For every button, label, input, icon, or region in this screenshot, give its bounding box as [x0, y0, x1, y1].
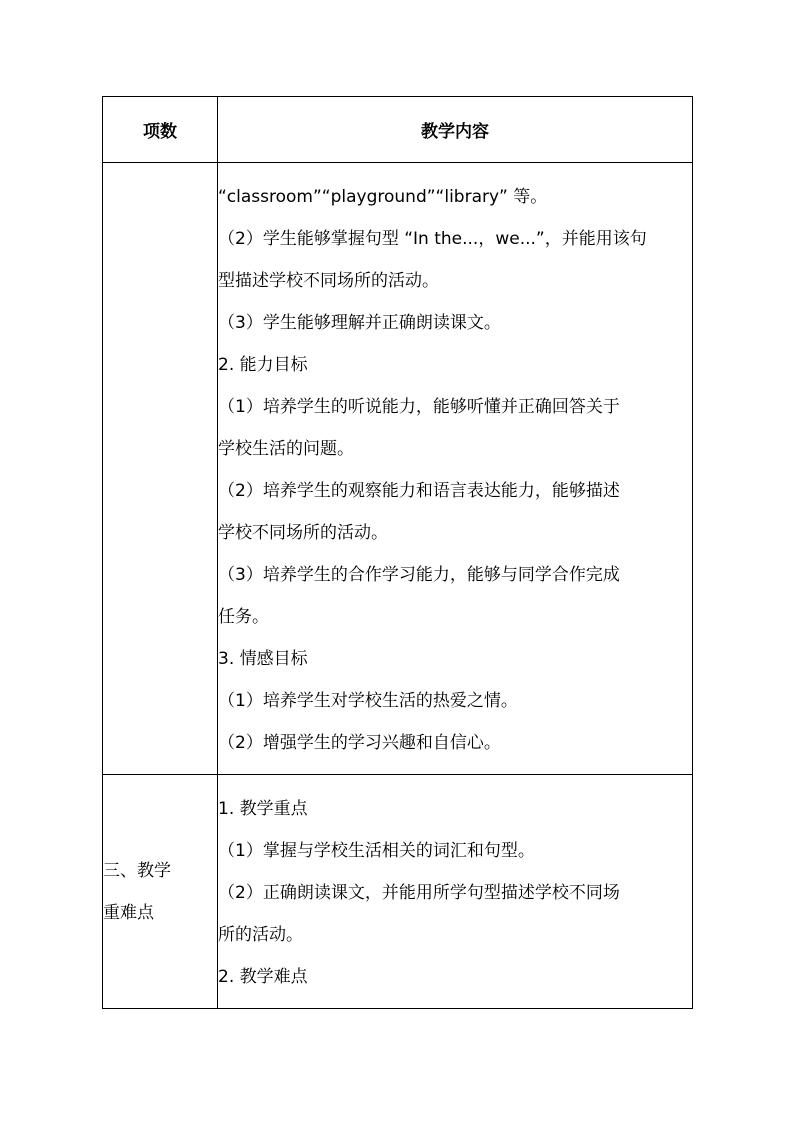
content-line: “classroom”“playground”“library” 等。: [218, 187, 548, 207]
content-line: （1）掌握与学校生活相关的词汇和句型。: [218, 841, 535, 861]
section-heading: 1. 教学重点: [218, 799, 308, 819]
key-difficult-points-cell: [218, 775, 693, 1009]
content-line: （3）培养学生的合作学习能力，能够与同学合作完成: [218, 565, 620, 585]
row-label: [103, 775, 218, 1009]
lesson-plan-table: [102, 96, 693, 1009]
content-line: （2）正确朗读课文，并能用所学句型描述学校不同场: [218, 883, 620, 903]
row-label-line: 重难点: [103, 902, 154, 923]
row-label-line: 三、教学: [103, 860, 171, 881]
content-line: 学校不同场所的活动。: [218, 523, 388, 543]
content-line: 任务。: [218, 607, 269, 627]
header-teaching-content: 教学内容: [218, 97, 693, 163]
table-header-row: [103, 97, 693, 163]
content-line: （1）培养学生的听说能力，能够听懂并正确回答关于: [218, 397, 620, 417]
table-row: [103, 163, 693, 775]
section-heading: 3. 情感目标: [218, 649, 308, 669]
row-label: [103, 163, 218, 775]
content-line: 型描述学校不同场所的活动。: [218, 271, 439, 291]
content-line: （2）增强学生的学习兴趣和自信心。: [218, 733, 501, 753]
content-line: （2）培养学生的观察能力和语言表达能力，能够描述: [218, 481, 620, 501]
table-row: [103, 775, 693, 1009]
content-line: （3）学生能够理解并正确朗读课文。: [218, 313, 501, 333]
content-line: 所的活动。: [218, 925, 303, 945]
section-heading: 2. 能力目标: [218, 355, 308, 375]
content-line: 学校生活的问题。: [218, 439, 354, 459]
section-heading: 2. 教学难点: [218, 967, 308, 987]
content-line: （1）培养学生对学校生活的热爱之情。: [218, 691, 518, 711]
header-item-number: 项数: [103, 97, 218, 163]
teaching-objectives-cell: [218, 163, 693, 775]
content-line: （2）学生能够掌握句型 “In the...，we...”，并能用该句: [218, 229, 647, 249]
